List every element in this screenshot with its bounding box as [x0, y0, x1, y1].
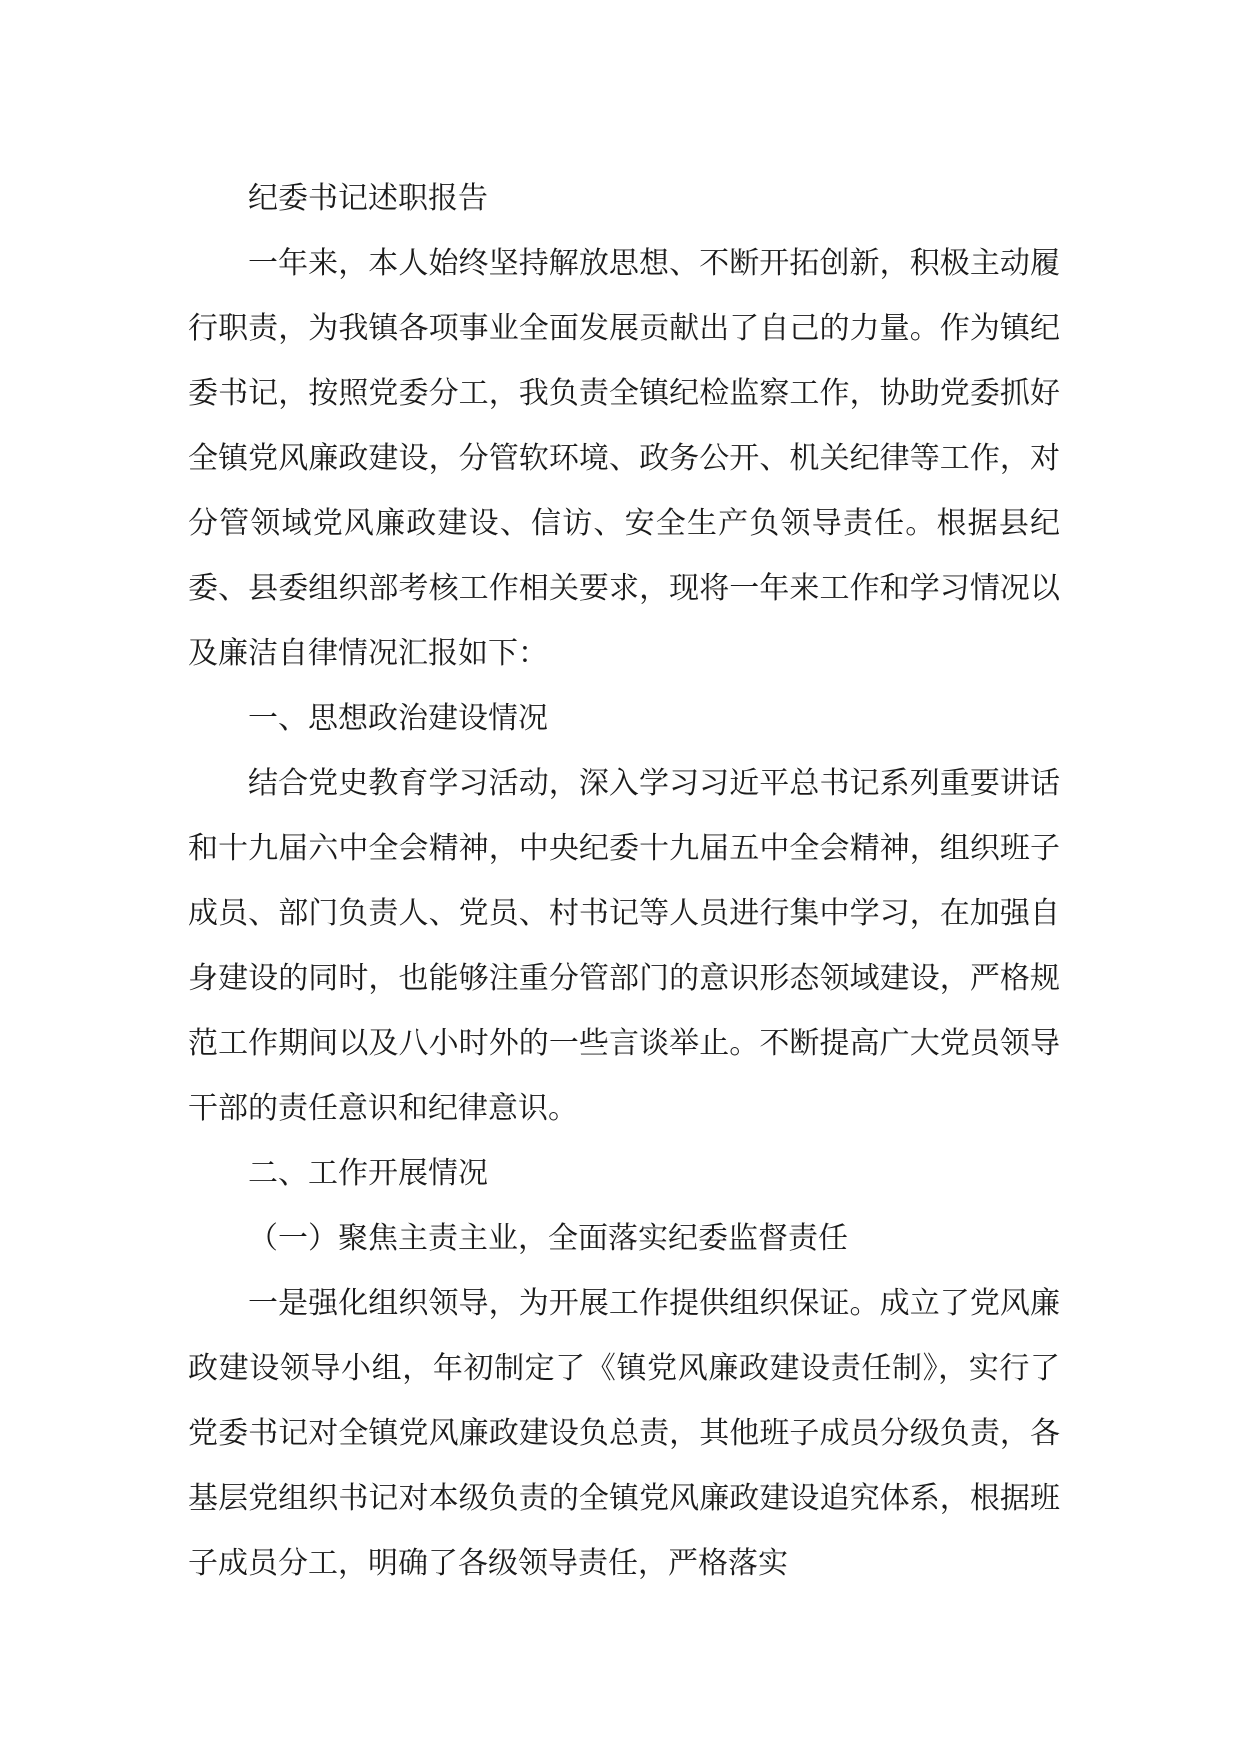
paragraph-subsection-1: 一是强化组织领导，为开展工作提供组织保证。成立了党风廉政建设领导小组，年初制定了《镇党风廉政建设责任制》，实行了党委书记对全镇党风廉政建设负总责，其他班子成员分级负责，各基层党组织书记对本级负责的全镇党风廉政建设追究体系，根据班子成员分工，明确了各级领导责任，严格落实 [188, 1286, 1060, 1581]
subsection-heading-1: （一）聚焦主责主业，全面落实纪委监督责任 [248, 1221, 848, 1256]
document-title: 纪委书记述职报告 [248, 181, 488, 216]
section-heading-1: 一、思想政治建设情况 [248, 701, 548, 736]
document-page [188, 166, 1060, 1596]
paragraph-intro: 一年来，本人始终坚持解放思想、不断开拓创新，积极主动履行职责，为我镇各项事业全面发展贡献出了自己的力量。作为镇纪委书记，按照党委分工，我负责全镇纪检监察工作，协助党委抓好全镇党风廉政建设，分管软环境、政务公开、机关纪律等工作，对分管领域党风廉政建设、信访、安全生产负领导责任。根据县纪委、县委组织部考核工作相关要求，现将一年来工作和学习情况以及廉洁自律情况汇报如下： [188, 246, 1060, 671]
paragraph-section-1: 结合党史教育学习活动，深入学习习近平总书记系列重要讲话和十九届六中全会精神，中央纪委十九届五中全会精神，组织班子成员、部门负责人、党员、村书记等人员进行集中学习，在加强自身建设的同时，也能够注重分管部门的意识形态领域建设，严格规范工作期间以及八小时外的一些言谈举止。不断提高广大党员领导干部的责任意识和纪律意识。 [188, 766, 1060, 1126]
section-heading-2: 二、工作开展情况 [248, 1156, 488, 1191]
